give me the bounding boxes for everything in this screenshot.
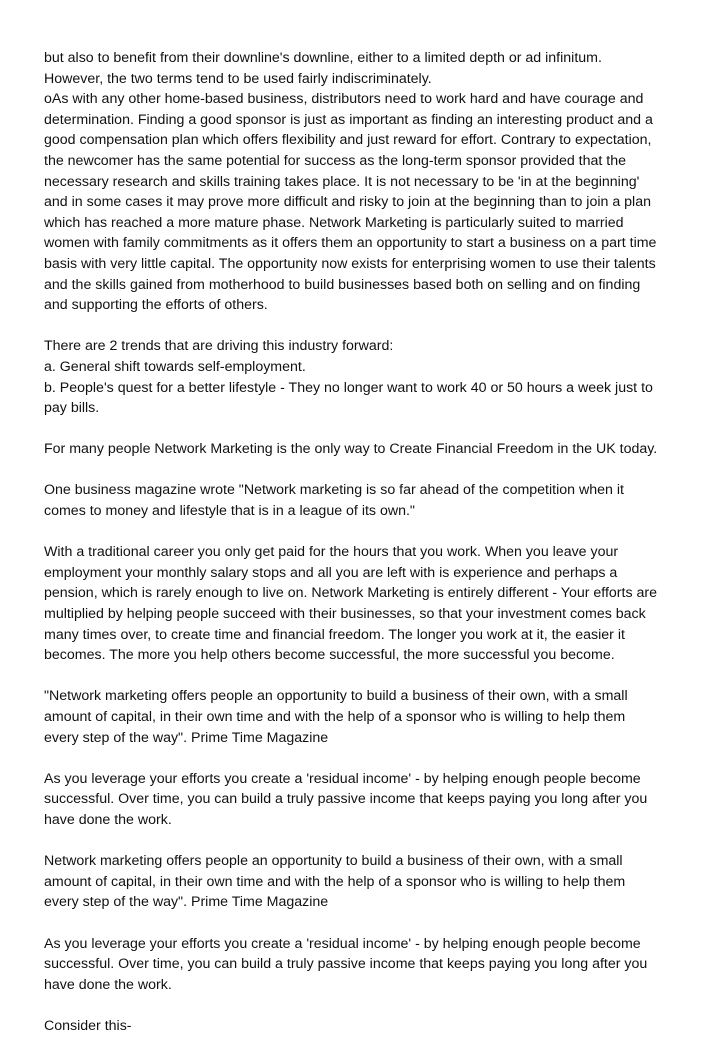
text-line: pay bills. [44,400,100,417]
text-line: have done the work. [44,811,172,828]
text-line: With a traditional career you only get paid for the hours that you work. When you leave your [44,544,619,561]
text-line: pension, which is rarely enough to live on. Network Marketing is entirely different - Your efforts are [44,585,658,602]
text-line: and the skills gained from motherhood to build businesses based both on selling and on finding [44,276,641,293]
paragraph-intro [44,48,694,316]
text-line: women with family commitments as it offers them an opportunity to start a business on a part time [44,235,657,252]
text-line: Network marketing offers people an opportunity to build a business of their own, with a small [44,853,623,870]
paragraph-traditional-career [44,542,694,666]
text-line: comes to money and lifestyle that is in a league of its own." [44,503,415,520]
text-line: oAs with any other home-based business, distributors need to work hard and have courage and [44,91,644,108]
text-line: which has reached a more mature phase. Network Marketing is particularly suited to married [44,214,624,231]
text-line: "Network marketing offers people an opportunity to build a business of their own, with a small [44,688,628,705]
text-line: every step of the way". Prime Time Magazine [44,894,329,911]
text-line: and supporting the efforts of others. [44,297,268,314]
text-line: a. General shift towards self-employment. [44,358,306,375]
text-line: b. People's quest for a better lifestyle - They no longer want to work 40 or 50 hours a week just to [44,379,653,396]
text-line: However, the two terms tend to be used fairly indiscriminately. [44,70,432,87]
text-line: employment your monthly salary stops and all you are left with is experience and perhaps a [44,564,618,581]
text-line: multiplied by helping people succeed with their businesses, so that your investment comes back [44,606,646,623]
document-page [44,48,694,1057]
paragraph-financial-freedom [44,439,694,460]
paragraph-magazine-quote [44,480,694,521]
paragraph-prime-time-quote [44,686,694,748]
text-line: good compensation plan which offers flexibility and just reward for effort. Contrary to expectation, [44,132,652,149]
text-line: determination. Finding a good sponsor is just as important as finding an interesting product and a [44,111,653,128]
text-line: As you leverage your efforts you create a 'residual income' - by helping enough people become [44,935,641,952]
paragraph-prime-time-quote-repeat [44,851,694,913]
paragraph-consider-this [44,1016,694,1037]
text-line: successful. Over time, you can build a truly passive income that keeps paying you long after you [44,956,648,973]
text-line: necessary research and skills training takes place. It is not necessary to be 'in at the beginning' [44,173,640,190]
text-line: Consider this- [44,1017,132,1034]
text-line: every step of the way". Prime Time Magazine [44,729,329,746]
text-line: but also to benefit from their downline's downline, either to a limited depth or ad infinitum. [44,50,602,66]
text-line: successful. Over time, you can build a truly passive income that keeps paying you long after you [44,791,648,808]
text-line: There are 2 trends that are driving this industry forward: [44,338,394,355]
text-line: and in some cases it may prove more difficult and risky to join at the beginning than to join a plan [44,194,651,211]
text-line: One business magazine wrote "Network marketing is so far ahead of the competition when it [44,482,624,499]
text-line: have done the work. [44,976,172,993]
text-line: many times over, to create time and financial freedom. The longer you work at it, the easier it [44,626,625,643]
paragraph-residual-income-repeat [44,934,694,996]
text-line: amount of capital, in their own time and with the help of a sponsor who is willing to help them [44,709,626,725]
text-line: amount of capital, in their own time and with the help of a sponsor who is willing to help them [44,873,626,890]
paragraph-trends [44,336,694,418]
text-line: basis with very little capital. The opportunity now exists for enterprising women to use their talents [44,255,656,272]
text-line: the newcomer has the same potential for success as the long-term sponsor provided that the [44,152,626,169]
text-line: becomes. The more you help others become successful, the more successful you become. [44,647,615,664]
paragraph-residual-income [44,769,694,831]
text-line: For many people Network Marketing is the only way to Create Financial Freedom in the UK today. [44,441,658,458]
text-line: As you leverage your efforts you create a 'residual income' - by helping enough people become [44,770,641,787]
